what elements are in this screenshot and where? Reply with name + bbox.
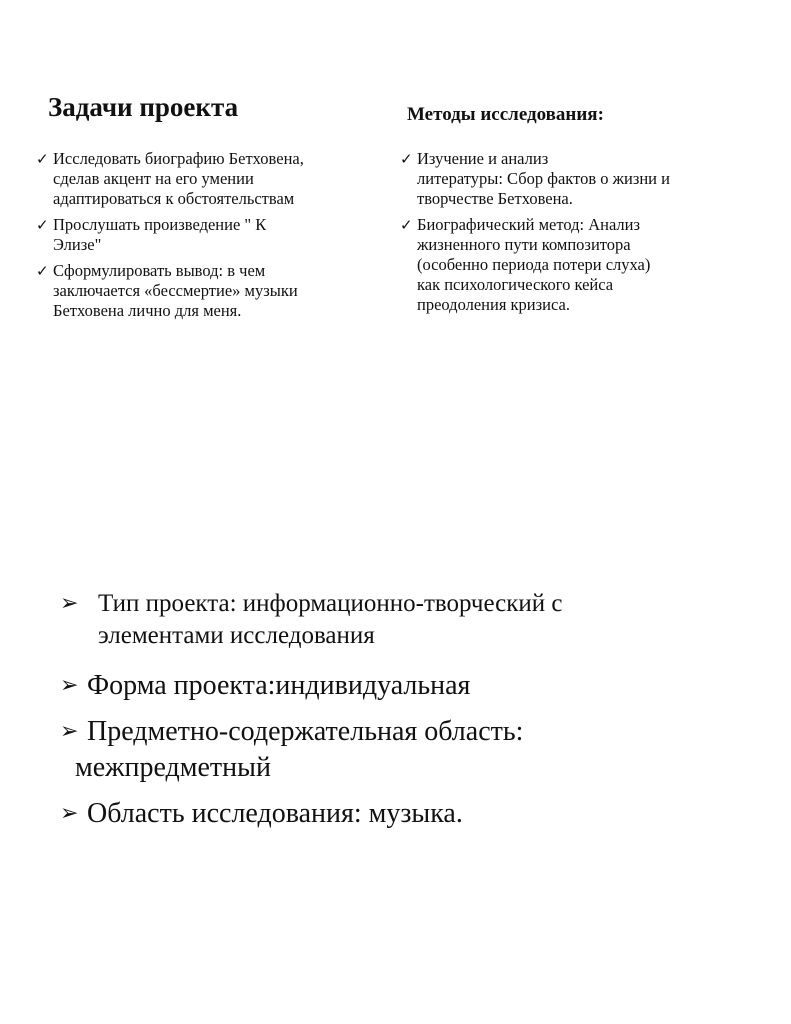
project-subject-line-1: Предметно-содержательная область: — [87, 716, 524, 747]
checkmark-icon: ✓ — [400, 150, 413, 168]
project-form — [60, 668, 760, 704]
methods-list — [400, 149, 755, 321]
checkmark-icon: ✓ — [400, 216, 413, 234]
arrow-bullet-icon: ➢ — [60, 801, 79, 826]
task-item-1 — [36, 149, 381, 209]
arrow-bullet-icon: ➢ — [60, 673, 79, 698]
research-area — [60, 796, 760, 832]
method-2-line-4: как психологического кейса — [417, 275, 614, 294]
task-item-3 — [36, 261, 381, 321]
checkmark-icon: ✓ — [36, 216, 49, 234]
checkmark-icon: ✓ — [36, 150, 49, 168]
arrow-bullet-icon: ➢ — [60, 719, 79, 744]
methods-heading: Методы исследования: — [407, 104, 604, 125]
method-1-line-1: Изучение и анализ — [417, 149, 549, 168]
research-area-text: Область исследования: музыка. — [87, 798, 463, 829]
project-type-line-1: Тип проекта: информационно-творческий с — [98, 590, 563, 617]
checkmark-icon: ✓ — [36, 262, 49, 280]
tasks-heading: Задачи проекта — [48, 92, 239, 122]
project-type-line-2: элементами исследования — [98, 622, 375, 649]
method-1-line-2: литературы: Сбор фактов о жизни и — [417, 169, 670, 188]
project-subject-area — [60, 714, 760, 786]
arrow-bullet-icon: ➢ — [60, 591, 79, 616]
method-1-line-3: творчестве Бетховена. — [417, 189, 573, 208]
project-form-text: Форма проекта:индивидуальная — [87, 670, 471, 701]
task-2-line-2: Элизе" — [53, 235, 102, 254]
tasks-list — [36, 149, 381, 327]
task-3-line-2: заключается «бессмертие» музыки — [53, 281, 298, 300]
method-2-line-1: Биографический метод: Анализ — [417, 215, 641, 234]
task-3-line-3: Бетховена лично для меня. — [53, 301, 242, 320]
method-2-line-2: жизненного пути композитора — [417, 235, 631, 254]
method-item-2 — [400, 215, 755, 315]
method-2-line-3: (особенно периода потери слуха) — [417, 255, 651, 274]
project-subject-line-2: межпредметный — [75, 752, 271, 783]
task-item-2 — [36, 215, 381, 255]
method-2-line-5: преодоления кризиса. — [417, 295, 570, 314]
method-item-1 — [400, 149, 755, 209]
project-type — [60, 588, 760, 652]
task-1-line-1: Исследовать биографию Бетховена, — [53, 149, 304, 168]
project-facts — [60, 588, 760, 842]
task-2-line-1: Прослушать произведение " К — [53, 215, 267, 234]
task-1-line-2: сделав акцент на его умении — [53, 169, 254, 188]
task-1-line-3: адаптироваться к обстоятельствам — [53, 189, 295, 208]
task-3-line-1: Сформулировать вывод: в чем — [53, 261, 266, 280]
